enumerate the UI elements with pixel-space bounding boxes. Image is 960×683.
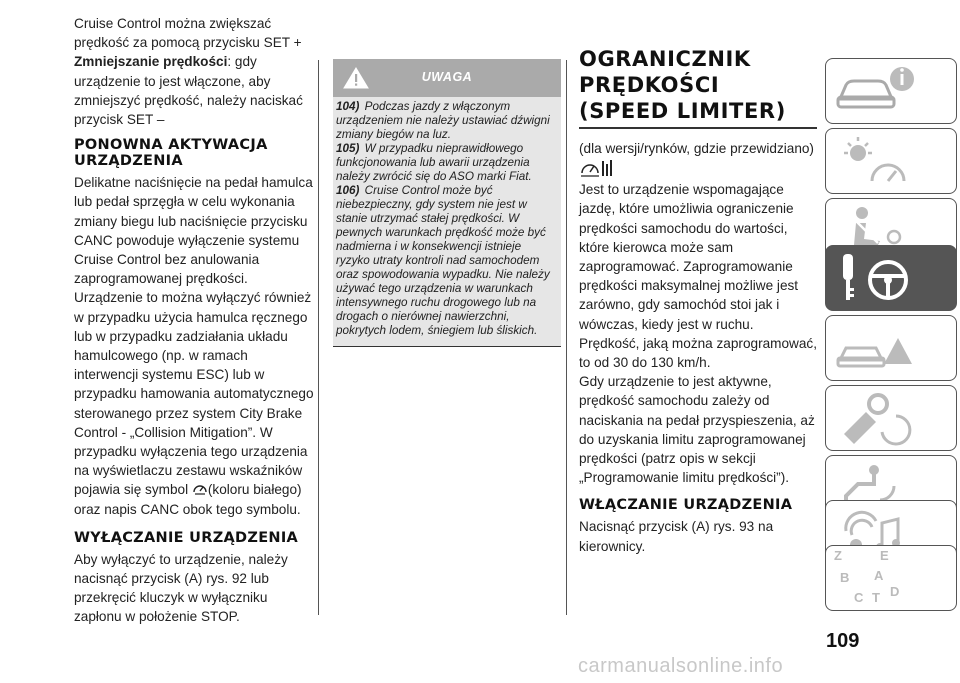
reactivation-text-end: (koloru białego) oraz napis CANC obok tego symbolu. <box>74 482 302 518</box>
enable-paragraph: Nacisnąć przycisk (A) rys. 93 na kierownicy. <box>579 519 774 554</box>
tab-car-info[interactable] <box>825 58 957 124</box>
intro-text: Cruise Control można zwiększać prędkość za pomocą przycisku SET + <box>74 16 302 51</box>
warning-bottom-rule <box>333 346 561 347</box>
limiter-description: Jest to urządzenie wspomagające jazdę, które umożliwia ograniczenie prędkości samochodu do wartości, które kierowca może sam zaprogramować. Zaprogramowanie prędkości maksymalnej możliwe jest zarówno, gdy samochód stoi jak i wówczas, kiedy jest w ruchu. Prędkość, jaką można zaprogramować, to od 30 do 130 km/h. <box>579 182 817 371</box>
warning-item-text: W przypadku nieprawidłowego funkcjonowania lub awarii urządzenia należy zwrócić się do ASO marki Fiat. <box>336 142 532 183</box>
warning-box <box>333 59 561 346</box>
warning-body <box>333 97 561 346</box>
limiter-active-description: Gdy urządzenie to jest aktywne, prędkość samochodu zależy od naciskania na pedał przyspieszenia, aż do uzyskania limitu zaprogramowanej prędkości (patrz opis w sekcji „Programowanie limitu prędkości”). <box>579 374 815 486</box>
section-heading-reactivation: PONOWNA AKTYWACJA URZĄDZENIA <box>74 137 268 170</box>
speed-limiter-icon <box>579 158 817 180</box>
tab-key-steering-wheel[interactable] <box>825 245 957 311</box>
section-heading-disable: WYŁĄCZANIE URZĄDZENIA <box>74 529 299 546</box>
reactivation-text: Delikatne naciśnięcie na pedał hamulca lub pedał sprzęgła w celu wykonania zmiany biegu lub naciśnięcie przycisku CANC powoduje wyłączenie systemu Cruise Control bez anulowania zaprogramowanej prędkości. Urządzenie to można wyłączyć również w przypadku użycia hamulca ręcznego lub w przypadku zadziałania układu hamulcowego (np. w ramach interwencji systemu ESC) lub w przypadku hamowania automatycznego sterowanego przez system City Brake Control - „Collision Mitigation”. W przypadku wyłączenia tego urządzenia na wyświetlaczu zestawu wskaźników pojawia się symbol <box>74 175 314 498</box>
intro-paragraph <box>74 14 314 129</box>
column-divider-right <box>566 60 567 615</box>
warning-item <box>336 142 558 184</box>
disable-paragraph: Aby wyłączyć to urządzenie, należy nacisnąć przycisk (A) rys. 92 lub przekręcić kluczyk w wyłączniku zapłonu w położenie STOP. <box>74 551 288 625</box>
watermark: carmanualsonline.info <box>578 655 784 677</box>
warning-header <box>333 59 561 97</box>
index-letter: T <box>872 590 880 605</box>
warning-item-number: 106) <box>336 184 360 197</box>
tab-warning-emergency[interactable] <box>825 315 957 381</box>
index-letter: B <box>840 570 850 585</box>
availability-note: (dla wersji/rynków, gdzie przewidziano) <box>579 141 814 156</box>
column-divider-left <box>318 60 319 615</box>
warning-item-text: Cruise Control może być niebezpieczny, gdy system nie jest w stanie utrzymać stałej prędkości. W pewnych warunkach prędkość może być nadmierna i w konsekwencji istnieje ryzyko utraty kontroli nad samochodem oraz spowodowania wypadku. Nie należy używać tego urządzenia w warunkach intensywnego ruchu drogowego lub na drogach o nierównej nawierzchni, pokrytych lodem, śniegiem lub śliskich. <box>336 184 550 337</box>
tab-dashboard-lights[interactable] <box>825 128 957 194</box>
tab-maintenance[interactable] <box>825 385 957 451</box>
index-letter: D <box>890 584 900 599</box>
title-rule <box>579 127 817 129</box>
warning-item-text: Podczas jazdy z włączonym urządzeniem nie należy ustawiać dźwigni zmiany biegów na luz. <box>336 100 550 141</box>
dashboard-lights-icon <box>826 129 956 193</box>
intro-bold-term: Zmniejszanie prędkości <box>74 54 228 70</box>
index-letter: C <box>854 590 864 605</box>
key-steering-wheel-icon <box>826 246 956 310</box>
index-letter: E <box>880 548 889 563</box>
warning-item <box>336 100 558 142</box>
warning-item-number: 105) <box>336 142 360 155</box>
column-middle <box>333 59 561 347</box>
page-number: 109 <box>826 630 860 652</box>
maintenance-tools-icon <box>826 386 956 450</box>
cruise-control-speedometer-icon <box>192 481 208 500</box>
column-right <box>579 46 817 556</box>
warning-item <box>336 184 558 338</box>
warning-item-number: 104) <box>336 100 360 113</box>
index-letter: Z <box>834 548 842 563</box>
warning-emergency-icon <box>826 316 956 380</box>
reactivation-paragraph <box>74 173 314 519</box>
alphabetical-index-icon <box>826 546 956 610</box>
intro-text-continued: : gdy urządzenie to jest włączone, aby zmniejszyć prędkość, należy naciskać przycisk SET – <box>74 54 303 128</box>
chapter-title: OGRANICZNIK PRĘDKOŚCI (SPEED LIMITER) <box>579 47 786 123</box>
tab-alphabetical-index[interactable] <box>825 545 957 611</box>
column-left <box>74 14 314 626</box>
section-heading-enable: WŁĄCZANIE URZĄDZENIA <box>579 497 793 514</box>
warning-title: UWAGA <box>421 70 473 84</box>
car-info-icon <box>826 59 956 123</box>
index-letter: A <box>874 568 884 583</box>
